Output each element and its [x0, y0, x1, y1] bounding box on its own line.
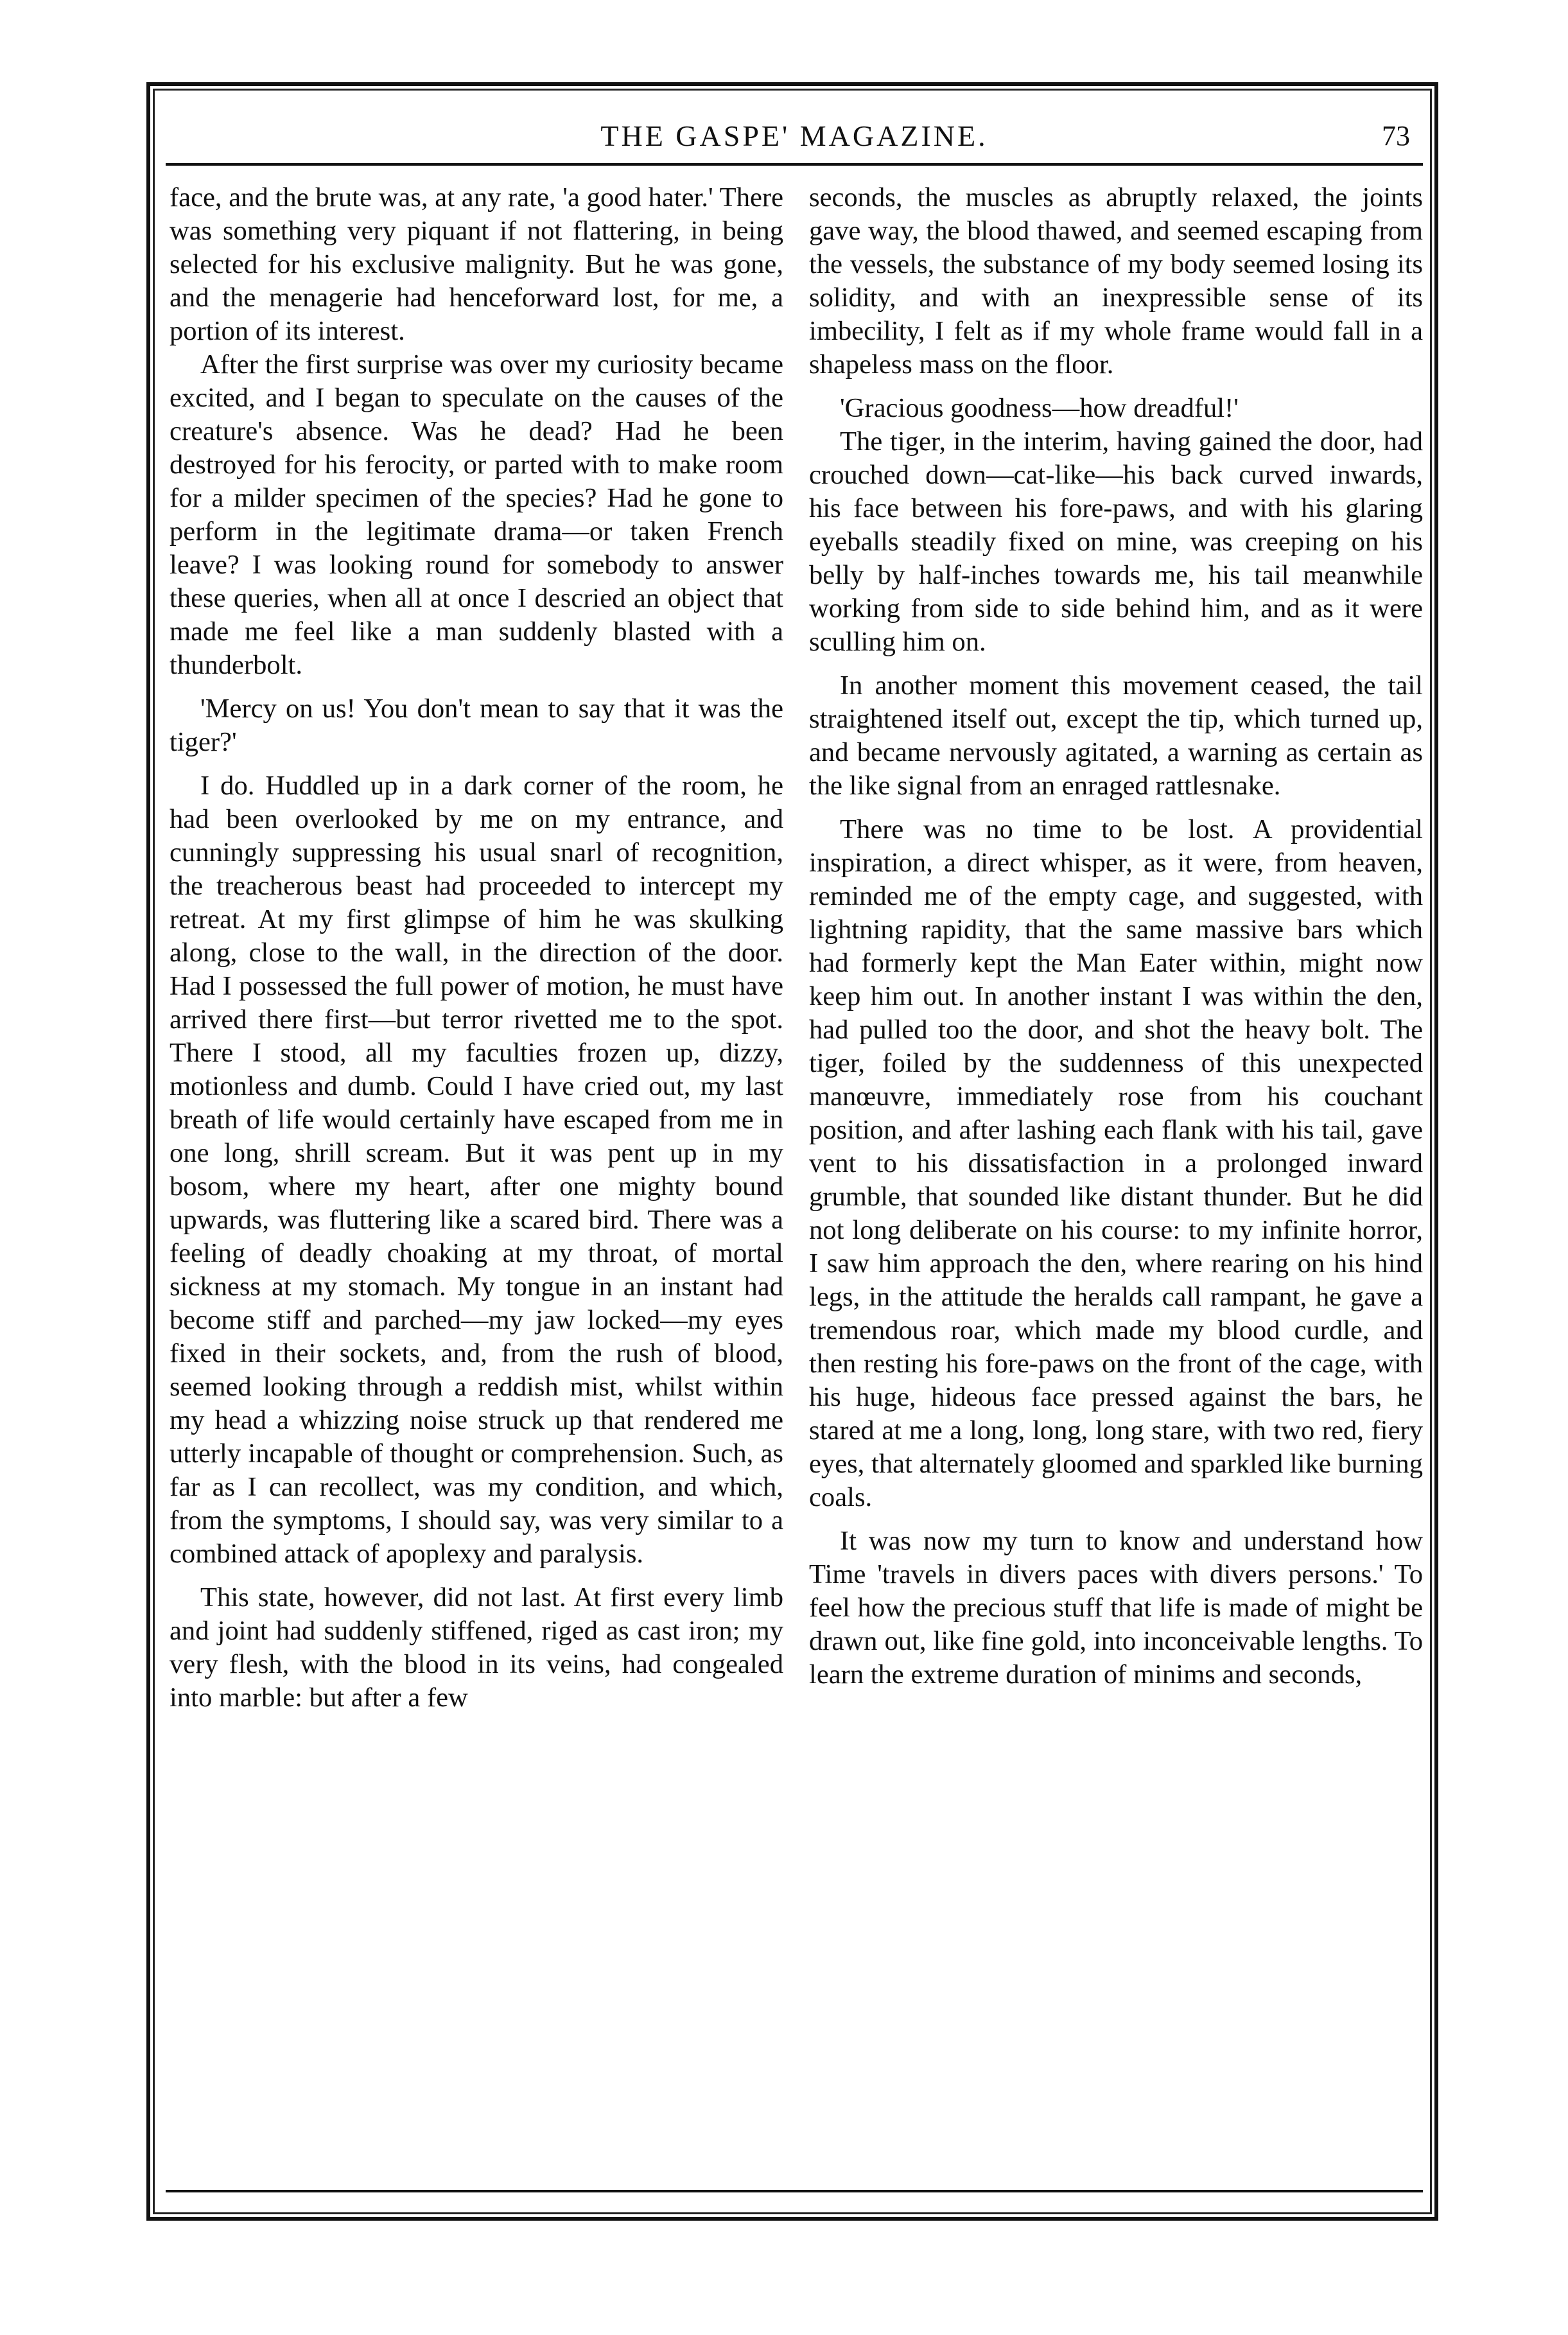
- text-columns: [170, 181, 1423, 2192]
- magazine-title: THE GASPE' MAGAZINE.: [600, 119, 988, 152]
- paragraph: This state, however, did not last. At first every limb and joint had suddenly stiffened, riged as cast iron; my very flesh, with the blood in its veins, had congealed into marble: but after a few: [170, 1582, 783, 1713]
- paragraph: In another moment this movement ceased, the tail straightened itself out, except the tip, which turned up, and became nervously agitated, a warning as certain as the like signal from an enraged rattlesnake.: [809, 670, 1423, 801]
- paragraph: I do. Huddled up in a dark corner of the room, he had been overlooked by me on my entrance, and cunningly suppressing his usual snarl of recognition, the treacherous beast had proceeded to intercept my retreat. At my first glimpse of him he was skulking along, close to the wall, in the direction of the door. Had I possessed the full power of motion, he must have arrived there first—but terror rivetted me to the spot. There I stood, all my faculties frozen up, dizzy, motionless and dumb. Could I have cried out, my last breath of life would certainly have escaped from me in one long, shrill scream. But it was pent up in my bosom, where my heart, after one mighty bound upwards, was fluttering like a scared bird. There was a feeling of deadly choaking at my throat, of mortal sickness at my stomach. My tongue in an instant had become stiff and parched—my jaw locked—my eyes fixed in their sockets, and, from the rush of blood, seemed looking through a reddish mist, whilst within my head a whizzing noise struck up that rendered me utterly incapable of thought or comprehension. Such, as far as I can recollect, was my condition, and which, from the symptoms, I should say, was very similar to a combined attack of apoplexy and paralysis.: [170, 771, 783, 1569]
- paragraph: After the first surprise was over my curiosity became excited, and I began to speculate on the causes of the creature's absence. Was he dead? Had he been destroyed for his ferocity, or parted with to make room for a milder specimen of the species? Had he gone to perform in the legitimate drama—or taken French leave? I was looking round for somebody to answer these queries, when all at once I descried an object that made me feel like a man suddenly blasted with a thunderbolt.: [170, 349, 783, 680]
- footer-rule: [166, 2190, 1423, 2192]
- paragraph: 'Mercy on us! You don't mean to say that it was the tiger?': [170, 694, 783, 757]
- page-number: 73: [1382, 120, 1410, 152]
- paragraph: face, and the brute was, at any rate, 'a good hater.' There was something very piquant if not flattering, in being selected for his exclusive malignity. But he was gone, and the menagerie had henceforward lost, for me, a portion of its interest.: [170, 182, 783, 346]
- paragraph: It was now my turn to know and understand how Time 'travels in divers paces with divers persons.' To feel how the precious stuff that life is made of might be drawn out, like fine gold, into inconceivable lengths. To learn the extreme duration of minims and seconds,: [809, 1526, 1423, 1690]
- paragraph: seconds, the muscles as abruptly relaxed, the joints gave way, the blood thawed, and seemed escaping from the vessels, the substance of my body seemed losing its solidity, and with an inexpressible sense of its imbecility, I felt as if my whole frame would fall in a shapeless mass on the floor.: [809, 182, 1423, 380]
- paragraph: 'Gracious goodness—how dreadful!': [840, 393, 1239, 423]
- paragraph: There was no time to be lost. A providential inspiration, a direct whisper, as it were, from heaven, reminded me of the empty cage, and suggested, with lightning rapidity, that the same massive bars which had formerly kept the Man Eater within, might now keep him out. In another instant I was within the den, had pulled too the door, and shot the heavy bolt. The tiger, foiled by the suddenness of this unexpected manœuvre, immediately rose from his couchant position, and after lashing each flank with his tail, gave vent to his dissatisfaction in a prolonged inward grumble, that sounded like distant thunder. But he did not long deliberate on his course: to my infinite horror, I saw him approach the den, where rearing on his hind legs, in the attitude the heralds call rampant, he gave a tremendous roar, which made my blood curdle, and then resting his fore-paws on the front of the cage, with his huge, hideous face pressed against the bars, he stared at me a long, long, long stare, with two red, fiery eyes, that alternately gloomed and sparkled like burning coals.: [809, 814, 1423, 1512]
- right-column: [809, 181, 1423, 2192]
- running-header: [166, 108, 1423, 166]
- left-column: [170, 181, 783, 2192]
- paragraph: The tiger, in the interim, having gained the door, had crouched down—cat-like—his back curved inwards, his face between his fore-paws, and with his glaring eyeballs steadily fixed on mine, was creeping on his belly by half-inches towards me, his tail meanwhile working from side to side behind him, and as it were sculling him on.: [809, 426, 1423, 657]
